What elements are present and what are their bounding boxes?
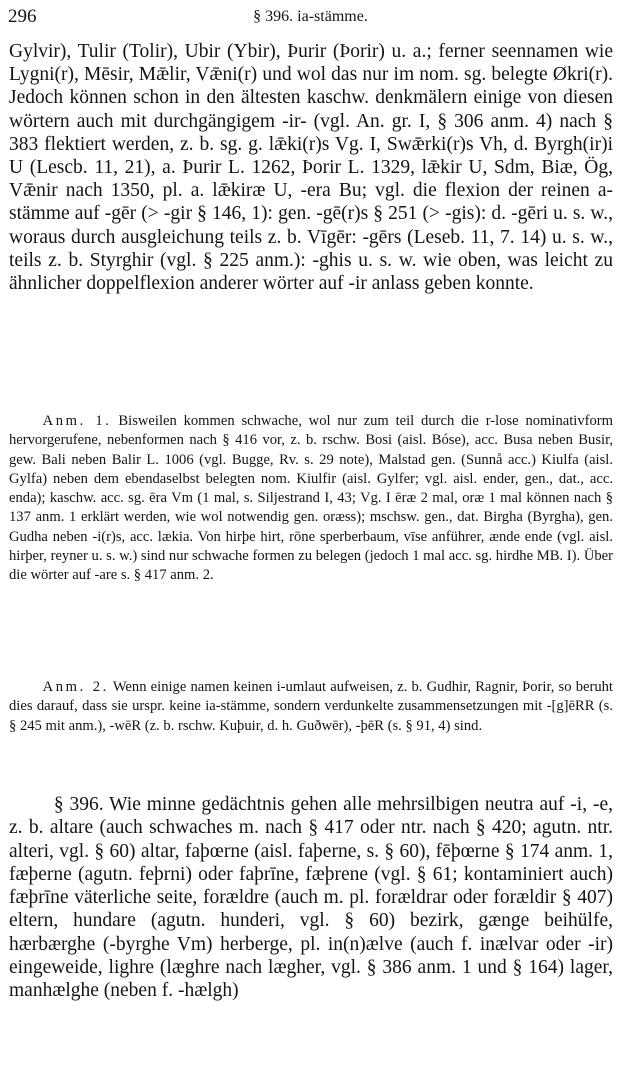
page-number: 296 bbox=[8, 6, 37, 27]
page-header bbox=[8, 6, 613, 30]
note-2-text: Wenn einige namen keinen i-umlaut aufweisen, z. b. Gudhir, Ragnir, Þorir, so beruht dies darauf, dass sie urspr. keine ia-stämme, sondern verdunkelte zusammensetzungen mit -[g]ēRR (s. § 245 mit anm.), -wēR (z. b. rschw. Kuþuir, d. h. Guðwēr), -þēR (s. § 91, 4) sind. bbox=[9, 679, 613, 734]
note-1-text: Bisweilen kommen schwache, wol nur zum teil durch die r-lose nominativform hervorgerufene, nebenformen nach § 416 vor, z. b. rschw. Bosi (aisl. Bóse), acc. Busa neben Busir, gew. Bali neben Balir L. 1006 (vgl. Bugge, Rv. s. 29 note), Malstad gen. (Sunnå acc.) Kiulfa (aisl. Gylfa) neben dem ebendaselbst belegten nom. Kiulfir (aisl. Gylfer; vgl. aisl. ender, gen., dat., acc. enda); kaschw. acc. sg. ēra Vm (1 mal, s. Siljestrand I, 43; Vg. I ēræ 2 mal, oræ 1 mal können nach § 137 anm. 1 erklärt werden, wie wol notwendig gen. oræss); mschsw. gen., dat. Birgha (Byrgha), gen. Gudha neben -i(r)s, acc. lækia. Von hirþe hirt, rōne sperberbaum, vīse anführer, ænde ende (vgl. aisl. hirþer, reyner u. s. w.) sind nur schwache formen zu belegen (jedoch 1 mal acc. sg. hirdhe MB. I). Über die wörter auf -are s. § 417 anm. 2. bbox=[9, 413, 614, 584]
main-paragraph: Gylvir), Tulir (Tolir), Ubir (Ybir), Þurir (Þorir) u. a.; ferner seennamen wie Lygni(r), Mēsir, Mǣlir, Vǣni(r) und wol das nur im nom. sg. belegte Økri(r). Jedoch können schon in den ältesten kaschw. denkmälern einige von diesen wörtern auch mit durchgängigem -ir- (vgl. An. gr. I, § 306 anm. 4) nach § 383 flektiert werden, z. b. sg. g. lǣki(r)s Vg. I, Swǣrki(r)s Vh, d. Byrgh(ir)i U (Lescb. 11, 21), a. Þurir L. 1262, Þorir L. 1329, lǣkir U, Sdm, Biæ, Ög, Vǣnir nach 1350, pl. a. lǣkiræ U, -era Bu; vgl. die flexion der reinen a-stämme auf -gēr (> -gir § 146, 1): gen. -gē(r)s § 251 (> -gis): d. -gēri u. s. w., woraus durch ausgleichung teils z. b. Vīgēr: -gērs (Leseb. 11, 7. 14) u. s. w., teils z. b. Styrghir (vgl. § 225 anm.): -ghis u. s. w. wie oben, was leicht zu ähnlicher doppelflexion anderer wörter auf -ir anlass geben konnte. bbox=[9, 41, 613, 295]
running-title: § 396. ia-stämme. bbox=[253, 8, 368, 25]
note-2 bbox=[9, 678, 613, 736]
section-396-paragraph: § 396. Wie minne gedächtnis gehen alle mehrsilbigen neutra auf -i, -e, z. b. altare (auch schwaches m. nach § 417 oder ntr. nach § 420; agutn. ntr. alteri, vgl. § 60) altar, faþœrne (aisl. faþerne, s. § 60), fēþœrne § 174 anm. 1, fæþerne (agutn. feþrni) oder faþrīne, fæþrene (vgl. § 61; kontaminiert auch) fæþrīne väterliche seite, forældre (auch m. pl. foræld​rar oder forældir § 407) eltern, hundare (agutn. hunderi, vgl. § 60) bezirk, gænge beihülfe, hærbærghe (-byrghe Vm) herberge, pl. in(n)ælve (auch f. inælvar oder -ir) eingeweide, lighre (læghre nach lægher, vgl. § 386 anm. 1 und § 164) lager, manhælghe (neben f. -hælgh) bbox=[9, 794, 613, 1002]
note-2-label: Anm. 2. bbox=[42, 679, 109, 695]
note-1 bbox=[9, 412, 613, 586]
note-1-label: Anm. 1. bbox=[42, 413, 112, 429]
